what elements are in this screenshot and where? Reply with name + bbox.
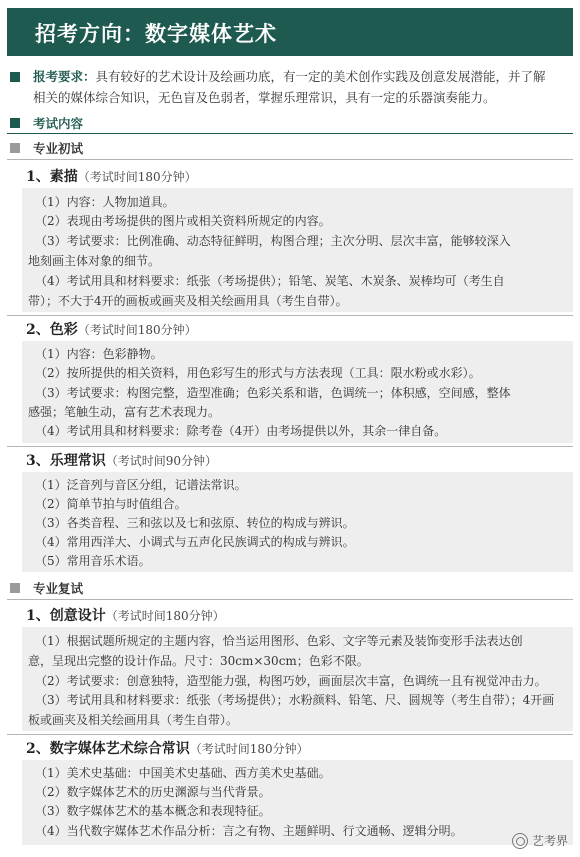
exam-item-header	[14, 162, 573, 190]
item-line: 地刻画主体对象的细节。	[28, 254, 161, 268]
item-time: （考试时间90分钟）	[105, 454, 218, 468]
item-line: （2）简单节拍与时值组合。	[35, 497, 187, 511]
page-header	[7, 8, 573, 56]
item-line: （2）数字媒体艺术的历史渊源与当代背景。	[35, 785, 271, 799]
exam-item-box	[22, 188, 573, 312]
item-line: 板或画夹及相关绘画用具（考生自带）。	[28, 713, 239, 727]
item-line: （2）考试要求：创意独特，造型能力强，构图巧妙，画面层次丰富，色调统一且有视觉冲击力。	[35, 674, 547, 688]
section-marker-icon	[10, 72, 20, 82]
requirements-text: 具有较好的艺术设计及绘画功底，有一定的美术创作实践及创意发展潜能，并了解	[95, 69, 546, 84]
item-line: （2）表现由考场提供的图片或相关资料所规定的内容。	[35, 214, 331, 228]
item-time: （考试时间180分钟）	[77, 170, 197, 184]
item-name: 数字媒体艺术综合常识	[49, 741, 190, 757]
item-line: （4）考试用具和材料要求：纸张（考场提供）；铅笔、炭笔、木炭条、炭棒均可（考生自	[35, 274, 505, 288]
exam-item-box	[22, 472, 573, 572]
exam-item-header	[14, 734, 573, 762]
item-line: （1）根据试题所规定的主题内容，恰当运用图形、色彩、文字等元素及装饰变形手法表达创	[35, 634, 523, 648]
exam-item-header	[14, 315, 573, 343]
item-line: 带）；不大于4开的画板或画夹及相关绘画用具（考生自带）。	[28, 294, 348, 308]
item-time: （考试时间180分钟）	[189, 742, 309, 756]
page-title: 招考方向：数字媒体艺术	[35, 21, 277, 46]
item-line: （4）当代数字媒体艺术作品分析：言之有物、主题鲜明、行文通畅、逻辑分明。	[35, 824, 463, 838]
section-marker-icon	[10, 143, 20, 153]
divider	[7, 133, 573, 134]
item-line: 意，呈现出完整的设计作品。尺寸：30cm×30cm；色彩不限。	[28, 654, 369, 668]
item-name: 创意设计	[49, 608, 106, 624]
exam-content-title: 考试内容	[33, 116, 84, 131]
item-time: （考试时间180分钟）	[77, 323, 197, 337]
item-name: 乐理常识	[49, 453, 106, 469]
item-line: （3）考试要求：比例准确、动态特征鲜明，构图合理；主次分明、层次丰富，能够较深入	[35, 234, 511, 248]
item-name: 色彩	[49, 322, 78, 338]
item-line: （3）数字媒体艺术的基本概念和表现特征。	[35, 804, 271, 818]
item-name: 素描	[49, 169, 78, 185]
divider	[7, 159, 573, 160]
wechat-logo-icon	[512, 833, 528, 849]
item-number: 1、	[26, 169, 50, 185]
preliminary-title: 专业初试	[33, 141, 84, 156]
item-line: （3）考试要求：构图完整，造型准确；色彩关系和谐，色调统一；体积感，空间感，整体	[35, 386, 511, 400]
exam-item-header	[14, 601, 573, 629]
retest-title: 专业复试	[33, 581, 84, 596]
item-number: 2、	[26, 322, 50, 338]
watermark-text: 艺考界	[531, 833, 568, 848]
item-number: 1、	[26, 608, 50, 624]
section-marker-icon	[10, 118, 20, 128]
item-line: （4）考试用具和材料要求：除考卷（4开）由考场提供以外，其余一律自备。	[35, 424, 447, 438]
exam-item-box	[22, 760, 573, 845]
exam-item-box	[22, 341, 573, 443]
exam-item-header	[14, 446, 573, 474]
item-line: （1）内容：人物加道具。	[35, 195, 175, 209]
item-line: （4）常用西洋大、小调式与五声化民族调式的构成与辨识。	[35, 535, 355, 549]
item-line: （1）美术史基础：中国美术史基础、西方美术史基础。	[35, 766, 331, 780]
item-line: （1）泛音列与音区分组，记谱法常识。	[35, 478, 247, 492]
item-line: （2）按所提供的相关资料，用色彩写生的形式与方法表现（工具：限水粉或水彩）。	[35, 366, 481, 380]
item-line: （3）各类音程、三和弦以及七和弦原、转位的构成与辨识。	[35, 516, 355, 530]
exam-item-box	[22, 627, 573, 731]
divider	[7, 599, 573, 600]
item-line: （3）考试用具和材料要求：纸张（考场提供）；水粉颜料、铅笔、尺、圆规等（考生自带）；4开画	[35, 693, 555, 707]
item-number: 2、	[26, 741, 50, 757]
requirements-label: 报考要求：	[33, 69, 96, 84]
item-number: 3、	[26, 453, 50, 469]
watermark	[512, 832, 568, 850]
requirements-text-2: 相关的媒体综合知识，无色盲及色弱者，掌握乐理常识，具有一定的乐器演奏能力。	[33, 90, 496, 105]
item-line: 感强；笔触生动，富有艺术表现力。	[28, 405, 221, 419]
item-line: （1）内容：色彩静物。	[35, 347, 163, 361]
item-time: （考试时间180分钟）	[105, 609, 225, 623]
requirements-paragraph	[33, 66, 573, 108]
item-line: （5）常用音乐术语。	[35, 554, 151, 568]
section-marker-icon	[10, 583, 20, 593]
